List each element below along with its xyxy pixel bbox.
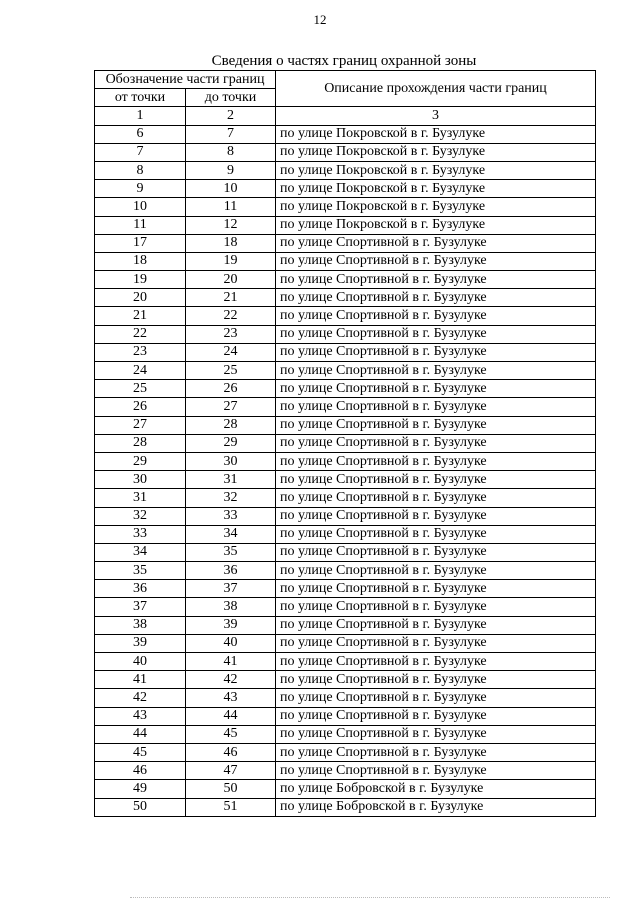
table-row: [95, 562, 596, 580]
cell-description: по улице Спортивной в г. Бузулуке: [276, 307, 596, 325]
cell-from-point: 32: [95, 507, 186, 525]
cell-description: по улице Спортивной в г. Бузулуке: [276, 743, 596, 761]
table-row: [95, 707, 596, 725]
cell-to-point: 27: [186, 398, 276, 416]
cell-from-point: 35: [95, 562, 186, 580]
cell-description: по улице Спортивной в г. Бузулуке: [276, 507, 596, 525]
cell-from-point: 39: [95, 634, 186, 652]
table-row: [95, 434, 596, 452]
table-row: [95, 471, 596, 489]
cell-to-point: 38: [186, 598, 276, 616]
cell-description: по улице Спортивной в г. Бузулуке: [276, 634, 596, 652]
cell-description: по улице Спортивной в г. Бузулуке: [276, 362, 596, 380]
cell-to-point: 9: [186, 161, 276, 179]
cell-from-point: 45: [95, 743, 186, 761]
header-to: до точки: [186, 89, 276, 107]
table-row: [95, 234, 596, 252]
cell-to-point: 31: [186, 471, 276, 489]
cell-to-point: 33: [186, 507, 276, 525]
cell-description: по улице Спортивной в г. Бузулуке: [276, 671, 596, 689]
cell-from-point: 21: [95, 307, 186, 325]
cell-description: по улице Спортивной в г. Бузулуке: [276, 762, 596, 780]
cell-to-point: 26: [186, 380, 276, 398]
cell-to-point: 40: [186, 634, 276, 652]
cell-to-point: 7: [186, 125, 276, 143]
table-row: [95, 343, 596, 361]
cell-to-point: 11: [186, 198, 276, 216]
cell-to-point: 42: [186, 671, 276, 689]
cell-to-point: 25: [186, 362, 276, 380]
table-row: [95, 198, 596, 216]
cell-from-point: 34: [95, 543, 186, 561]
cell-to-point: 35: [186, 543, 276, 561]
table-row: [95, 507, 596, 525]
cell-from-point: 7: [95, 143, 186, 161]
cell-description: по улице Спортивной в г. Бузулуке: [276, 562, 596, 580]
cell-from-point: 26: [95, 398, 186, 416]
cell-from-point: 36: [95, 580, 186, 598]
table-row: [95, 216, 596, 234]
cell-to-point: 43: [186, 689, 276, 707]
cell-from-point: 27: [95, 416, 186, 434]
cell-to-point: 28: [186, 416, 276, 434]
cell-description: по улице Спортивной в г. Бузулуке: [276, 471, 596, 489]
cell-description: по улице Спортивной в г. Бузулуке: [276, 434, 596, 452]
cell-to-point: 18: [186, 234, 276, 252]
cell-from-point: 33: [95, 525, 186, 543]
cell-from-point: 43: [95, 707, 186, 725]
cell-description: по улице Спортивной в г. Бузулуке: [276, 252, 596, 270]
table-row: [95, 580, 596, 598]
cell-to-point: 20: [186, 271, 276, 289]
cell-description: по улице Покровской в г. Бузулуке: [276, 143, 596, 161]
cell-to-point: 41: [186, 653, 276, 671]
cell-to-point: 51: [186, 798, 276, 816]
cell-to-point: 39: [186, 616, 276, 634]
cell-to-point: 30: [186, 452, 276, 470]
cell-from-point: 20: [95, 289, 186, 307]
cell-to-point: 22: [186, 307, 276, 325]
cell-from-point: 25: [95, 380, 186, 398]
cell-to-point: 19: [186, 252, 276, 270]
cell-from-point: 11: [95, 216, 186, 234]
cell-description: по улице Покровской в г. Бузулуке: [276, 125, 596, 143]
table-row: [95, 634, 596, 652]
table-row: [95, 780, 596, 798]
cell-description: по улице Спортивной в г. Бузулуке: [276, 325, 596, 343]
table-row: [95, 798, 596, 816]
cell-from-point: 37: [95, 598, 186, 616]
cell-from-point: 28: [95, 434, 186, 452]
table-row: [95, 180, 596, 198]
table-row: [95, 289, 596, 307]
cell-from-point: 29: [95, 452, 186, 470]
cell-description: по улице Спортивной в г. Бузулуке: [276, 725, 596, 743]
cell-to-point: 34: [186, 525, 276, 543]
cell-to-point: 23: [186, 325, 276, 343]
table-row: [95, 762, 596, 780]
cell-from-point: 44: [95, 725, 186, 743]
boundary-table: [94, 70, 596, 817]
cell-description: по улице Спортивной в г. Бузулуке: [276, 598, 596, 616]
cell-description: по улице Спортивной в г. Бузулуке: [276, 707, 596, 725]
cell-from-point: 30: [95, 471, 186, 489]
cell-to-point: 32: [186, 489, 276, 507]
cell-from-point: 42: [95, 689, 186, 707]
cell-description: по улице Бобровской в г. Бузулуке: [276, 780, 596, 798]
cell-from-point: 49: [95, 780, 186, 798]
cell-to-point: 46: [186, 743, 276, 761]
cell-to-point: 45: [186, 725, 276, 743]
cell-description: по улице Покровской в г. Бузулуке: [276, 216, 596, 234]
scan-artifact: [130, 897, 610, 902]
table-row: [95, 743, 596, 761]
cell-from-point: 19: [95, 271, 186, 289]
cell-description: по улице Спортивной в г. Бузулуке: [276, 543, 596, 561]
cell-description: по улице Спортивной в г. Бузулуке: [276, 271, 596, 289]
table-row: [95, 671, 596, 689]
cell-description: по улице Спортивной в г. Бузулуке: [276, 616, 596, 634]
table-row: [95, 489, 596, 507]
cell-from-point: 6: [95, 125, 186, 143]
table-body: [95, 125, 596, 816]
cell-to-point: 21: [186, 289, 276, 307]
table-row: [95, 616, 596, 634]
cell-from-point: 31: [95, 489, 186, 507]
header-num-2: 2: [186, 107, 276, 125]
cell-description: по улице Покровской в г. Бузулуке: [276, 198, 596, 216]
cell-description: по улице Спортивной в г. Бузулуке: [276, 416, 596, 434]
cell-from-point: 9: [95, 180, 186, 198]
table-row: [95, 598, 596, 616]
table-row: [95, 525, 596, 543]
page-number: 12: [313, 12, 327, 27]
table-row: [95, 653, 596, 671]
table-row: [95, 543, 596, 561]
cell-to-point: 29: [186, 434, 276, 452]
cell-from-point: 18: [95, 252, 186, 270]
cell-description: по улице Спортивной в г. Бузулуке: [276, 343, 596, 361]
cell-from-point: 38: [95, 616, 186, 634]
table-row: [95, 689, 596, 707]
cell-description: по улице Спортивной в г. Бузулуке: [276, 234, 596, 252]
table-row: [95, 271, 596, 289]
cell-description: по улице Спортивной в г. Бузулуке: [276, 452, 596, 470]
cell-to-point: 37: [186, 580, 276, 598]
cell-to-point: 36: [186, 562, 276, 580]
cell-description: по улице Спортивной в г. Бузулуке: [276, 653, 596, 671]
cell-description: по улице Покровской в г. Бузулуке: [276, 180, 596, 198]
cell-to-point: 10: [186, 180, 276, 198]
cell-description: по улице Бобровской в г. Бузулуке: [276, 798, 596, 816]
table-row: [95, 416, 596, 434]
cell-from-point: 8: [95, 161, 186, 179]
table-row: [95, 380, 596, 398]
table-row: [95, 307, 596, 325]
cell-from-point: 10: [95, 198, 186, 216]
header-description: Описание прохождения части границ: [276, 71, 596, 107]
cell-description: по улице Спортивной в г. Бузулуке: [276, 398, 596, 416]
table-title: Сведения о частях границ охранной зоны: [211, 53, 477, 69]
cell-from-point: 17: [95, 234, 186, 252]
cell-description: по улице Покровской в г. Бузулуке: [276, 161, 596, 179]
cell-from-point: 23: [95, 343, 186, 361]
cell-from-point: 40: [95, 653, 186, 671]
table-row: [95, 452, 596, 470]
header-num-3: 3: [276, 107, 596, 125]
cell-description: по улице Спортивной в г. Бузулуке: [276, 525, 596, 543]
table-row: [95, 362, 596, 380]
cell-description: по улице Спортивной в г. Бузулуке: [276, 580, 596, 598]
cell-to-point: 50: [186, 780, 276, 798]
cell-to-point: 8: [186, 143, 276, 161]
cell-to-point: 12: [186, 216, 276, 234]
cell-description: по улице Спортивной в г. Бузулуке: [276, 489, 596, 507]
cell-description: по улице Спортивной в г. Бузулуке: [276, 689, 596, 707]
header-num-1: 1: [95, 107, 186, 125]
cell-from-point: 46: [95, 762, 186, 780]
cell-description: по улице Спортивной в г. Бузулуке: [276, 380, 596, 398]
cell-to-point: 24: [186, 343, 276, 361]
table-row: [95, 143, 596, 161]
cell-from-point: 50: [95, 798, 186, 816]
table-row: [95, 161, 596, 179]
cell-to-point: 47: [186, 762, 276, 780]
cell-from-point: 22: [95, 325, 186, 343]
cell-from-point: 41: [95, 671, 186, 689]
table-row: [95, 398, 596, 416]
table-row: [95, 725, 596, 743]
cell-from-point: 24: [95, 362, 186, 380]
header-from: от точки: [95, 89, 186, 107]
cell-description: по улице Спортивной в г. Бузулуке: [276, 289, 596, 307]
table-row: [95, 325, 596, 343]
cell-to-point: 44: [186, 707, 276, 725]
table-row: [95, 252, 596, 270]
header-group: Обозначение части границ: [95, 71, 276, 89]
table-row: [95, 125, 596, 143]
